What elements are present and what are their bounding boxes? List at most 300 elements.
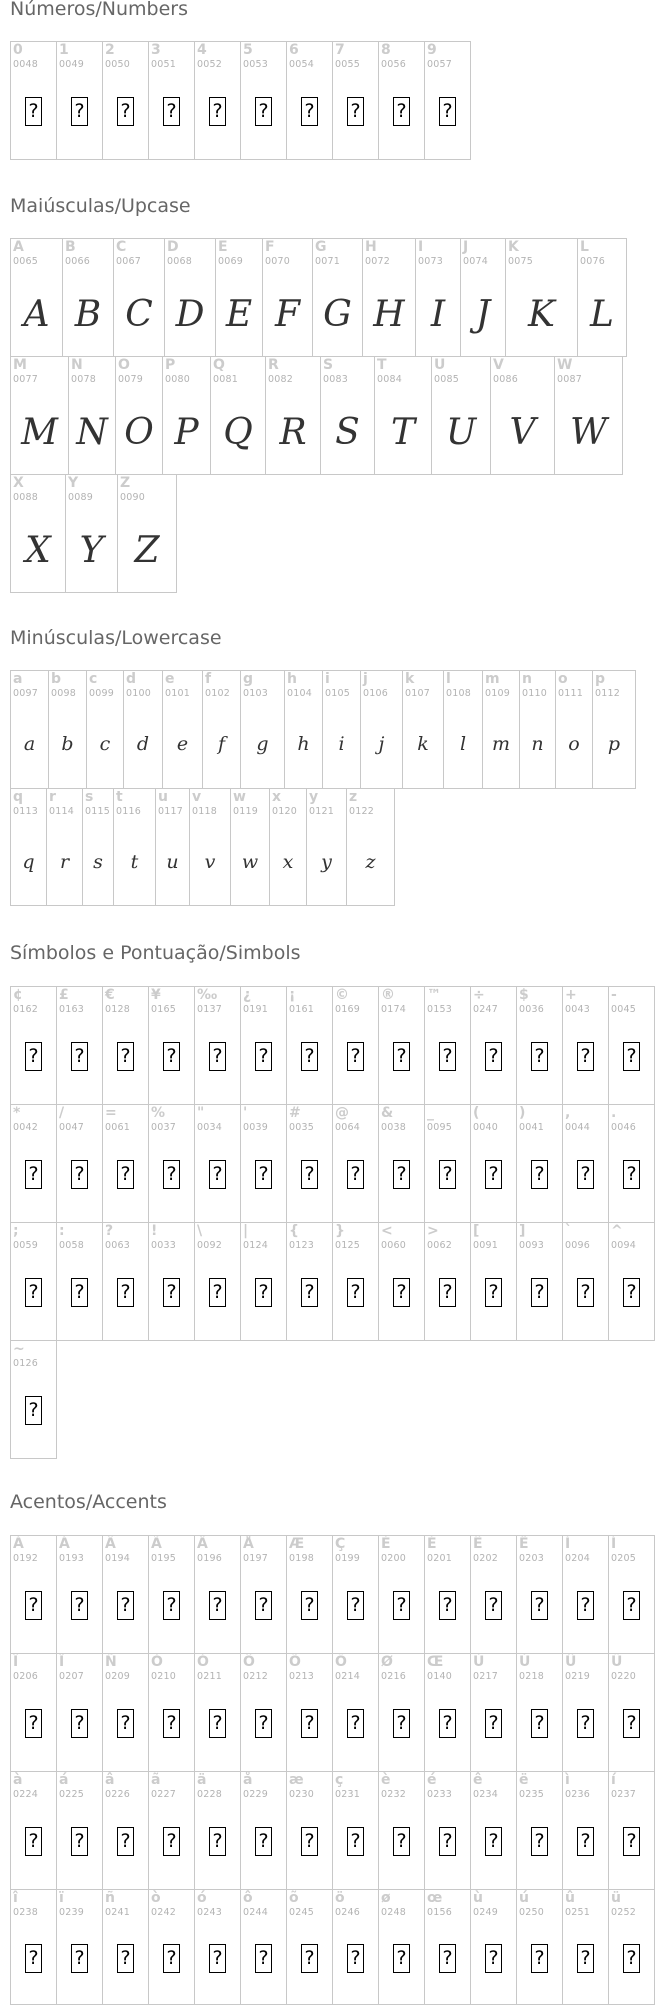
- glyph-code: 0212: [243, 1671, 268, 1682]
- glyph-cell: [102, 1222, 149, 1341]
- glyph-preview: Y: [79, 530, 104, 571]
- glyph-cell: [102, 1535, 149, 1654]
- glyph-cell: [102, 41, 149, 160]
- glyph-character-label: Z: [120, 475, 131, 491]
- glyph-preview: z: [365, 851, 376, 873]
- glyph-code: 0227: [151, 1789, 176, 1800]
- glyph-character-label: |: [243, 1223, 249, 1239]
- glyph-code: 0124: [243, 1240, 268, 1251]
- glyph-cell: [148, 1889, 195, 2005]
- glyph-preview: s: [93, 851, 103, 873]
- glyph-character-label: ø: [381, 1890, 391, 1906]
- missing-glyph-icon: [393, 1944, 410, 1973]
- glyph-code: 0087: [557, 374, 582, 385]
- missing-glyph-icon: [347, 1591, 364, 1620]
- missing-glyph-icon: [163, 1591, 180, 1620]
- glyph-code: 0140: [427, 1671, 452, 1682]
- missing-glyph-icon: [163, 97, 180, 126]
- glyph-code: 0226: [105, 1789, 130, 1800]
- glyph-preview: f: [217, 733, 226, 755]
- missing-glyph-icon: [301, 1709, 318, 1738]
- glyph-character-label: ': [243, 1105, 248, 1121]
- glyph-cell: [374, 356, 432, 475]
- glyph-character-label: É: [427, 1536, 437, 1552]
- glyph-preview: j: [378, 733, 385, 755]
- missing-glyph-icon: [439, 97, 456, 126]
- missing-glyph-icon: [117, 1591, 134, 1620]
- glyph-preview: l: [459, 733, 467, 755]
- glyph-cell: [424, 1771, 471, 1890]
- glyph-cell: [470, 1653, 517, 1772]
- glyph-character-label: ô: [243, 1890, 253, 1906]
- glyph-preview: V: [509, 412, 536, 453]
- glyph-code: 0114: [49, 806, 74, 817]
- glyph-character-label: Ù: [473, 1654, 485, 1670]
- glyph-preview: U: [445, 412, 477, 453]
- glyph-code: 0059: [13, 1240, 38, 1251]
- missing-glyph-icon: [71, 1278, 88, 1307]
- missing-glyph-icon: [209, 1827, 226, 1856]
- missing-glyph-icon: [347, 1042, 364, 1071]
- glyph-character-label: M: [13, 357, 27, 373]
- missing-glyph-icon: [255, 1278, 272, 1307]
- missing-glyph-icon: [531, 1944, 548, 1973]
- glyph-preview: c: [99, 733, 111, 755]
- missing-glyph-icon: [71, 1827, 88, 1856]
- glyph-preview: m: [491, 733, 511, 755]
- missing-glyph-icon: [255, 1160, 272, 1189]
- glyph-character-label: ;: [13, 1223, 19, 1239]
- glyph-cell: [262, 238, 313, 357]
- missing-glyph-icon: [255, 1591, 272, 1620]
- glyph-character-label: Ë: [519, 1536, 529, 1552]
- missing-glyph-icon: [347, 1944, 364, 1973]
- missing-glyph-icon: [347, 97, 364, 126]
- glyph-code: 0236: [565, 1789, 590, 1800]
- glyph-character-label: Î: [13, 1654, 19, 1670]
- glyph-code: 0082: [268, 374, 293, 385]
- glyph-preview: Z: [134, 530, 160, 571]
- glyph-code: 0069: [218, 256, 243, 267]
- glyph-code: 0035: [289, 1122, 314, 1133]
- glyph-cell: [516, 1104, 563, 1223]
- glyph-character-label: &: [381, 1105, 394, 1121]
- glyph-character-label: 9: [427, 42, 437, 58]
- glyph-cell: [62, 238, 114, 357]
- missing-glyph-icon: [301, 1827, 318, 1856]
- glyph-code: 0111: [558, 688, 583, 699]
- glyph-code: 0225: [59, 1789, 84, 1800]
- glyph-cell: [608, 1889, 655, 2005]
- glyph-code: 0033: [151, 1240, 176, 1251]
- glyph-code: 0211: [197, 1671, 222, 1682]
- glyph-cell: [431, 356, 491, 475]
- glyph-character-label: 4: [197, 42, 207, 58]
- glyph-preview: M: [21, 412, 58, 453]
- glyph-cell: [102, 1104, 149, 1223]
- glyph-cell: [240, 1104, 287, 1223]
- glyph-code: 0036: [519, 1004, 544, 1015]
- glyph-cell: [608, 1535, 655, 1654]
- glyph-character-label: y: [309, 789, 319, 805]
- glyph-cell: [240, 41, 287, 160]
- glyph-character-label: î: [13, 1890, 18, 1906]
- glyph-character-label: ¥: [151, 987, 161, 1003]
- glyph-character-label: @: [335, 1105, 349, 1121]
- glyph-code: 0237: [611, 1789, 636, 1800]
- glyph-character-label: d: [126, 671, 137, 687]
- glyph-character-label: ï: [59, 1890, 64, 1906]
- glyph-code: 0105: [325, 688, 350, 699]
- missing-glyph-icon: [209, 1278, 226, 1307]
- glyph-cell: [102, 1653, 149, 1772]
- glyph-code: 0125: [335, 1240, 360, 1251]
- glyph-code: 0153: [427, 1004, 452, 1015]
- glyph-code: 0055: [335, 59, 360, 70]
- glyph-character-label: ë: [519, 1772, 529, 1788]
- glyph-code: 0116: [116, 806, 141, 817]
- glyph-cell: [194, 1653, 241, 1772]
- glyph-cell: [148, 1535, 195, 1654]
- glyph-code: 0043: [565, 1004, 590, 1015]
- missing-glyph-icon: [485, 1042, 502, 1071]
- glyph-code: 0064: [335, 1122, 360, 1133]
- glyph-cell: [113, 238, 165, 357]
- glyph-code: 0249: [473, 1907, 498, 1918]
- glyph-cell: [554, 356, 623, 475]
- glyph-code: 0094: [611, 1240, 636, 1251]
- glyph-code: 0097: [13, 688, 38, 699]
- missing-glyph-icon: [255, 1709, 272, 1738]
- glyph-character-label: ): [519, 1105, 526, 1121]
- glyph-character-label: -: [611, 987, 617, 1003]
- missing-glyph-icon: [209, 1709, 226, 1738]
- glyph-preview: R: [279, 412, 307, 453]
- glyph-character-label: 8: [381, 42, 391, 58]
- missing-glyph-icon: [117, 1709, 134, 1738]
- glyph-character-label: å: [243, 1772, 253, 1788]
- glyph-character-label: /: [59, 1105, 65, 1121]
- glyph-character-label: .: [611, 1105, 617, 1121]
- glyph-cell: [10, 1222, 57, 1341]
- glyph-code: 0080: [165, 374, 190, 385]
- glyph-code: 0071: [315, 256, 340, 267]
- glyph-cell: [516, 1222, 563, 1341]
- missing-glyph-icon: [393, 1591, 410, 1620]
- glyph-cell: [516, 1889, 563, 2005]
- glyph-character-label: K: [508, 239, 519, 255]
- glyph-code: 0107: [405, 688, 430, 699]
- glyph-code: 0115: [85, 806, 110, 817]
- glyph-character-label: }: [335, 1223, 345, 1239]
- glyph-cell: [320, 356, 375, 475]
- glyph-code: 0193: [59, 1553, 84, 1564]
- glyph-preview: r: [59, 851, 70, 873]
- glyph-cell: [10, 986, 57, 1105]
- glyph-character-label: ê: [473, 1772, 483, 1788]
- glyph-cell: [402, 670, 444, 789]
- glyph-character-label: U: [434, 357, 446, 373]
- glyph-code: 0096: [565, 1240, 590, 1251]
- glyph-cell: [10, 41, 57, 160]
- missing-glyph-icon: [255, 1944, 272, 1973]
- glyph-cell: [162, 670, 203, 789]
- glyph-code: 0203: [519, 1553, 544, 1564]
- missing-glyph-icon: [163, 1278, 180, 1307]
- glyph-code: 0197: [243, 1553, 268, 1564]
- glyph-cell: [194, 41, 241, 160]
- glyph-cell: [240, 1771, 287, 1890]
- glyph-code: 0077: [13, 374, 38, 385]
- glyph-code: 0202: [473, 1553, 498, 1564]
- glyph-character-label: s: [85, 789, 94, 805]
- missing-glyph-icon: [531, 1591, 548, 1620]
- glyph-character-label: r: [49, 789, 56, 805]
- glyph-cell: [519, 670, 556, 789]
- glyph-code: 0099: [89, 688, 114, 699]
- glyph-code: 0063: [105, 1240, 130, 1251]
- glyph-code: 0199: [335, 1553, 360, 1564]
- glyph-code: 0207: [59, 1671, 84, 1682]
- glyph-cell: [215, 238, 263, 357]
- glyph-character-label: ~: [13, 1341, 25, 1357]
- missing-glyph-icon: [163, 1042, 180, 1071]
- glyph-character-label: ": [197, 1105, 205, 1121]
- glyph-cell: [102, 986, 149, 1105]
- glyph-character-label: i: [325, 671, 330, 687]
- glyph-code: 0241: [105, 1907, 130, 1918]
- glyph-character-label: é: [427, 1772, 437, 1788]
- glyph-character-label: ,: [565, 1105, 571, 1121]
- glyph-preview: A: [23, 294, 50, 335]
- glyph-code: 0040: [473, 1122, 498, 1133]
- glyph-character-label: $: [519, 987, 529, 1003]
- glyph-code: 0229: [243, 1789, 268, 1800]
- glyph-preview: J: [475, 294, 491, 335]
- glyph-code: 0091: [473, 1240, 498, 1251]
- glyph-cell: [148, 1653, 195, 1772]
- glyph-code: 0065: [13, 256, 38, 267]
- glyph-code: 0198: [289, 1553, 314, 1564]
- glyph-cell: [332, 986, 379, 1105]
- glyph-cell: [424, 1653, 471, 1772]
- glyph-cell: [608, 1104, 655, 1223]
- glyph-cell: [608, 1771, 655, 1890]
- glyph-code: 0067: [116, 256, 141, 267]
- glyph-character-label: Â: [105, 1536, 116, 1552]
- glyph-character-label: ò: [151, 1890, 161, 1906]
- glyph-cell: [286, 1535, 333, 1654]
- glyph-character-label: 1: [59, 42, 69, 58]
- glyph-cell: [194, 1889, 241, 2005]
- glyph-cell: [10, 1535, 57, 1654]
- glyph-cell: [189, 788, 231, 906]
- glyph-preview: B: [74, 294, 102, 335]
- glyph-character-label: ®: [381, 987, 395, 1003]
- missing-glyph-icon: [25, 1827, 42, 1856]
- missing-glyph-icon: [71, 1591, 88, 1620]
- glyph-character-label: û: [565, 1890, 575, 1906]
- glyph-cell: [286, 1653, 333, 1772]
- missing-glyph-icon: [393, 1160, 410, 1189]
- glyph-preview: L: [590, 294, 614, 335]
- glyph-code: 0196: [197, 1553, 222, 1564]
- glyph-character-label: Í: [611, 1536, 617, 1552]
- glyph-preview: d: [136, 733, 150, 755]
- glyph-code: 0117: [158, 806, 183, 817]
- glyph-code: 0056: [381, 59, 406, 70]
- missing-glyph-icon: [301, 97, 318, 126]
- missing-glyph-icon: [163, 1944, 180, 1973]
- glyph-cell: [516, 986, 563, 1105]
- glyph-character-label: ¢: [13, 987, 23, 1003]
- missing-glyph-icon: [531, 1827, 548, 1856]
- glyph-cell: [46, 788, 83, 906]
- glyph-cell: [424, 1222, 471, 1341]
- glyph-code: 0122: [349, 806, 374, 817]
- glyph-code: 0200: [381, 1553, 406, 1564]
- missing-glyph-icon: [347, 1278, 364, 1307]
- glyph-character-label: %: [151, 1105, 166, 1121]
- glyph-cell: [470, 1771, 517, 1890]
- glyph-character-label: È: [381, 1536, 391, 1552]
- glyph-character-label: 2: [105, 42, 115, 58]
- glyph-cell: [240, 670, 285, 789]
- glyph-character-label: Æ: [289, 1536, 305, 1552]
- glyph-character-label: ™: [427, 987, 441, 1003]
- glyph-character-label: n: [522, 671, 532, 687]
- glyph-cell: [346, 788, 395, 906]
- missing-glyph-icon: [439, 1827, 456, 1856]
- glyph-code: 0048: [13, 59, 38, 70]
- glyph-cell: [86, 670, 124, 789]
- glyph-cell: [148, 1771, 195, 1890]
- glyph-cell: [10, 356, 69, 475]
- glyph-code: 0245: [289, 1907, 314, 1918]
- glyph-code: 0232: [381, 1789, 406, 1800]
- glyph-character-label: O: [118, 357, 130, 373]
- glyph-character-label: V: [493, 357, 504, 373]
- glyph-character-label: A: [13, 239, 24, 255]
- glyph-code: 0038: [381, 1122, 406, 1133]
- glyph-cell: [148, 41, 195, 160]
- glyph-cell: [65, 474, 118, 593]
- glyph-cell: [148, 1104, 195, 1223]
- glyph-character-label: í: [611, 1772, 616, 1788]
- missing-glyph-icon: [71, 1944, 88, 1973]
- glyph-preview: H: [373, 294, 405, 335]
- glyph-code: 0239: [59, 1907, 84, 1918]
- missing-glyph-icon: [71, 1709, 88, 1738]
- glyph-cell: [230, 788, 270, 906]
- glyph-preview: i: [338, 733, 345, 755]
- missing-glyph-icon: [577, 1591, 594, 1620]
- glyph-cell: [286, 986, 333, 1105]
- glyph-preview: p: [607, 733, 621, 755]
- glyph-cell: [102, 1771, 149, 1890]
- glyph-code: 0050: [105, 59, 130, 70]
- missing-glyph-icon: [25, 1396, 42, 1425]
- missing-glyph-icon: [25, 1944, 42, 1973]
- glyph-character-label: <: [381, 1223, 393, 1239]
- glyph-cell: [562, 1104, 609, 1223]
- glyph-code: 0217: [473, 1671, 498, 1682]
- glyph-code: 0085: [434, 374, 459, 385]
- glyph-preview: K: [528, 294, 555, 335]
- glyph-character-label: u: [158, 789, 168, 805]
- glyph-character-label: m: [485, 671, 500, 687]
- glyph-character-label: 6: [289, 42, 299, 58]
- glyph-preview: E: [225, 294, 253, 335]
- glyph-cell: [102, 1889, 149, 2005]
- glyph-cell: [286, 1771, 333, 1890]
- glyph-code: 0251: [565, 1907, 590, 1918]
- missing-glyph-icon: [25, 1042, 42, 1071]
- glyph-code: 0119: [233, 806, 258, 817]
- missing-glyph-icon: [485, 1827, 502, 1856]
- glyph-cell: [10, 670, 49, 789]
- glyph-cell: [378, 41, 425, 160]
- glyph-code: 0046: [611, 1122, 636, 1133]
- glyph-cell: [148, 1222, 195, 1341]
- glyph-cell: [115, 356, 163, 475]
- glyph-character-label: æ: [289, 1772, 304, 1788]
- glyph-character-label: â: [105, 1772, 115, 1788]
- glyph-character-label: ¿: [243, 987, 252, 1003]
- glyph-code: 0219: [565, 1671, 590, 1682]
- glyph-cell: [424, 1889, 471, 2005]
- glyph-character-label: #: [289, 1105, 301, 1121]
- glyph-character-label: Y: [68, 475, 79, 491]
- missing-glyph-icon: [25, 1160, 42, 1189]
- glyph-preview: u: [166, 851, 179, 873]
- glyph-cell: [516, 1771, 563, 1890]
- glyph-preview: a: [23, 733, 36, 755]
- missing-glyph-icon: [623, 1944, 640, 1973]
- glyph-character-label: ñ: [105, 1890, 115, 1906]
- glyph-character-label: f: [205, 671, 212, 687]
- glyph-cell: [56, 41, 103, 160]
- glyph-cell: [148, 986, 195, 1105]
- glyph-character-label: Ö: [335, 1654, 347, 1670]
- missing-glyph-icon: [577, 1944, 594, 1973]
- missing-glyph-icon: [25, 1709, 42, 1738]
- glyph-character-label: J: [463, 239, 469, 255]
- glyph-cell: [562, 1535, 609, 1654]
- glyph-character-label: ÷: [473, 987, 485, 1003]
- glyph-cell: [490, 356, 555, 475]
- glyph-cell: [269, 788, 307, 906]
- glyph-code: 0053: [243, 59, 268, 70]
- glyph-character-label: á: [59, 1772, 69, 1788]
- glyph-cell: [113, 788, 156, 906]
- glyph-cell: [424, 1535, 471, 1654]
- glyph-code: 0118: [192, 806, 217, 817]
- glyph-character-label: ó: [197, 1890, 207, 1906]
- glyph-preview: o: [568, 733, 580, 755]
- glyph-character-label: Á: [59, 1536, 70, 1552]
- glyph-cell: [360, 670, 403, 789]
- missing-glyph-icon: [485, 1160, 502, 1189]
- glyph-cell: [443, 670, 483, 789]
- glyph-code: 0093: [519, 1240, 544, 1251]
- glyph-code: 0089: [68, 492, 93, 503]
- missing-glyph-icon: [255, 97, 272, 126]
- glyph-code: 0076: [580, 256, 605, 267]
- missing-glyph-icon: [393, 1042, 410, 1071]
- glyph-code: 0086: [493, 374, 518, 385]
- glyph-character-label: e: [165, 671, 175, 687]
